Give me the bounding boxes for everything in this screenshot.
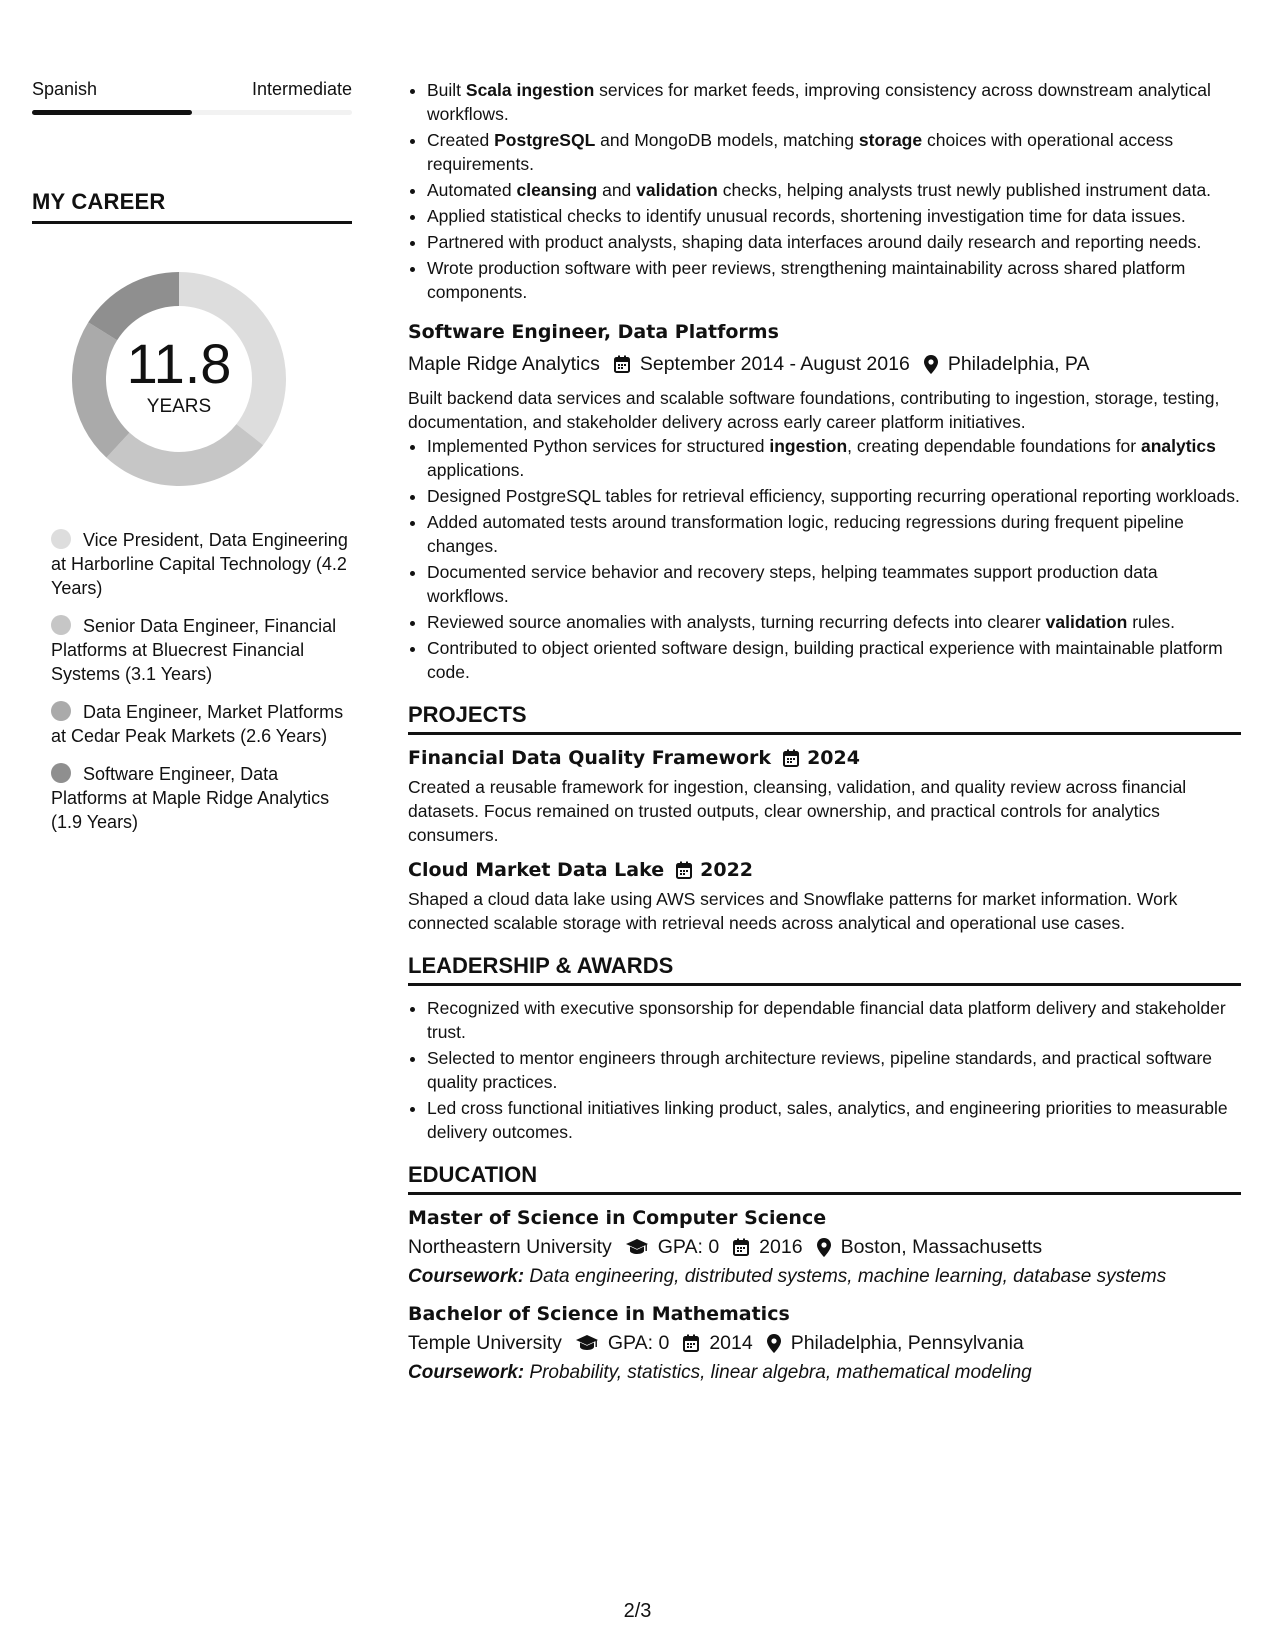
school-name: Temple University <box>408 1332 562 1354</box>
bullet-item: • Wrote production software with peer reviews, strengthening maintainability across shared platform components. <box>427 256 1241 304</box>
school-name: Northeastern University <box>408 1236 612 1258</box>
bullet-item: • Added automated tests around transformation logic, reducing regressions during frequent pipeline changes. <box>427 510 1241 558</box>
legend-dot <box>51 701 71 721</box>
graduation-cap-icon <box>626 1239 648 1255</box>
leadership-heading: LEADERSHIP & AWARDS <box>408 953 1241 986</box>
bullet-item: • Automated cleansing and validation checks, helping analysts trust newly published instrument data. <box>427 178 1241 202</box>
project-year: 2022 <box>700 859 754 881</box>
job-meta <box>408 350 1241 378</box>
career-heading: MY CAREER <box>32 189 352 224</box>
project-item <box>408 747 1241 847</box>
career-item-label: Vice President, Data Engineering at Harborline Capital Technology (4.2 Years) <box>51 530 348 598</box>
career-item-label: Data Engineer, Market Platforms at Cedar Peak Markets (2.6 Years) <box>51 702 344 746</box>
calendar-icon <box>676 861 692 879</box>
language-bar <box>32 110 352 115</box>
education-item <box>408 1303 1241 1387</box>
career-item <box>51 614 352 686</box>
leadership-list <box>408 996 1241 1144</box>
location-pin-icon <box>767 1334 781 1353</box>
job-company: Maple Ridge Analytics <box>408 353 600 375</box>
job-bullets <box>408 434 1241 684</box>
projects-heading: PROJECTS <box>408 702 1241 735</box>
school-location: Philadelphia, Pennsylvania <box>790 1332 1024 1354</box>
education-item <box>408 1207 1241 1291</box>
job-location: Philadelphia, PA <box>947 353 1090 375</box>
gpa: GPA: 0 <box>657 1236 720 1258</box>
page-number: 2/3 <box>623 1600 652 1622</box>
leadership-item: • Led cross functional initiatives linking product, sales, analytics, and engineering priorities to measurable delivery outcomes. <box>427 1096 1241 1144</box>
career-item <box>51 700 352 748</box>
calendar-icon <box>783 749 799 767</box>
gpa: GPA: 0 <box>607 1332 670 1354</box>
location-pin-icon <box>924 355 938 374</box>
coursework: Coursework: Probability, statistics, linear algebra, mathematical modeling <box>408 1362 1032 1383</box>
job-dates: September 2014 - August 2016 <box>639 353 910 375</box>
language-level: Intermediate <box>251 79 352 99</box>
legend-dot <box>51 529 71 549</box>
language-bar-fill <box>32 110 192 115</box>
previous-job-bullets <box>408 78 1241 304</box>
project-title: Financial Data Quality Framework <box>408 747 772 769</box>
education-heading: EDUCATION <box>408 1162 1241 1195</box>
coursework: Coursework: Data engineering, distributed systems, machine learning, database systems <box>408 1266 1167 1287</box>
legend-dot <box>51 615 71 635</box>
bullet-item: • Designed PostgreSQL tables for retrieval efficiency, supporting recurring operational reporting workloads. <box>427 484 1241 508</box>
grad-year: 2016 <box>759 1236 803 1258</box>
career-total: 11.8 <box>126 332 232 395</box>
bullet-item: • Applied statistical checks to identify unusual records, shortening investigation time for data issues. <box>427 204 1241 228</box>
calendar-icon <box>733 1238 749 1256</box>
bullet-item: • Documented service behavior and recovery steps, helping teammates support production data workflows. <box>427 560 1241 608</box>
project-title: Cloud Market Data Lake <box>408 859 665 881</box>
project-item <box>408 859 1241 935</box>
language-row <box>32 78 352 100</box>
school-location: Boston, Massachusetts <box>840 1236 1043 1258</box>
bullet-item: • Implemented Python services for structured ingestion, creating dependable foundations for analytics applications. <box>427 434 1241 482</box>
degree-title: Master of Science in Computer Science <box>408 1207 827 1229</box>
legend-dot <box>51 763 71 783</box>
leadership-item: • Recognized with executive sponsorship for dependable financial data platform delivery and stakeholder trust. <box>427 996 1241 1044</box>
grad-year: 2014 <box>709 1332 753 1354</box>
career-unit: YEARS <box>146 396 212 417</box>
job-summary: Built backend data services and scalable software foundations, contributing to ingestion, storage, testing, documentation, and stakeholder delivery across early career platform initiatives. <box>408 388 1220 432</box>
bullet-item: • Created PostgreSQL and MongoDB models, matching storage choices with operational access requirements. <box>427 128 1241 176</box>
career-item-label: Software Engineer, Data Platforms at Maple Ridge Analytics (1.9 Years) <box>51 764 330 832</box>
career-item-label: Senior Data Engineer, Financial Platforms at Bluecrest Financial Systems (3.1 Years) <box>51 616 337 684</box>
bullet-item: • Reviewed source anomalies with analysts, turning recurring defects into clearer validation rules. <box>427 610 1241 634</box>
left-column <box>32 78 352 848</box>
career-donut <box>66 266 292 492</box>
project-year: 2024 <box>807 747 860 769</box>
degree-title: Bachelor of Science in Mathematics <box>408 1303 790 1325</box>
bullet-item: • Partnered with product analysts, shaping data interfaces around daily research and reporting needs. <box>427 230 1241 254</box>
right-column <box>408 78 1241 1387</box>
career-item <box>51 762 352 834</box>
career-legend <box>32 528 352 834</box>
calendar-icon <box>683 1334 699 1352</box>
career-item <box>51 528 352 600</box>
leadership-item: • Selected to mentor engineers through architecture reviews, pipeline standards, and practical software quality practices. <box>427 1046 1241 1094</box>
location-pin-icon <box>817 1238 831 1257</box>
calendar-icon <box>614 355 630 373</box>
project-description: Shaped a cloud data lake using AWS services and Snowflake patterns for market information. Work connected scalable storage with retrieval needs across analytical and operational use cases. <box>408 889 1178 933</box>
bullet-item: • Contributed to object oriented software design, building practical experience with maintainable platform code. <box>427 636 1241 684</box>
graduation-cap-icon <box>576 1335 598 1351</box>
project-description: Created a reusable framework for ingestion, cleansing, validation, and quality review across financial datasets. Focus remained on trusted outputs, clear ownership, and practical controls for analytics consumers. <box>408 777 1187 845</box>
job-title: Software Engineer, Data Platforms <box>408 321 779 343</box>
bullet-item: • Built Scala ingestion services for market feeds, improving consistency across downstream analytical workflows. <box>427 78 1241 126</box>
language-name: Spanish <box>32 79 98 99</box>
